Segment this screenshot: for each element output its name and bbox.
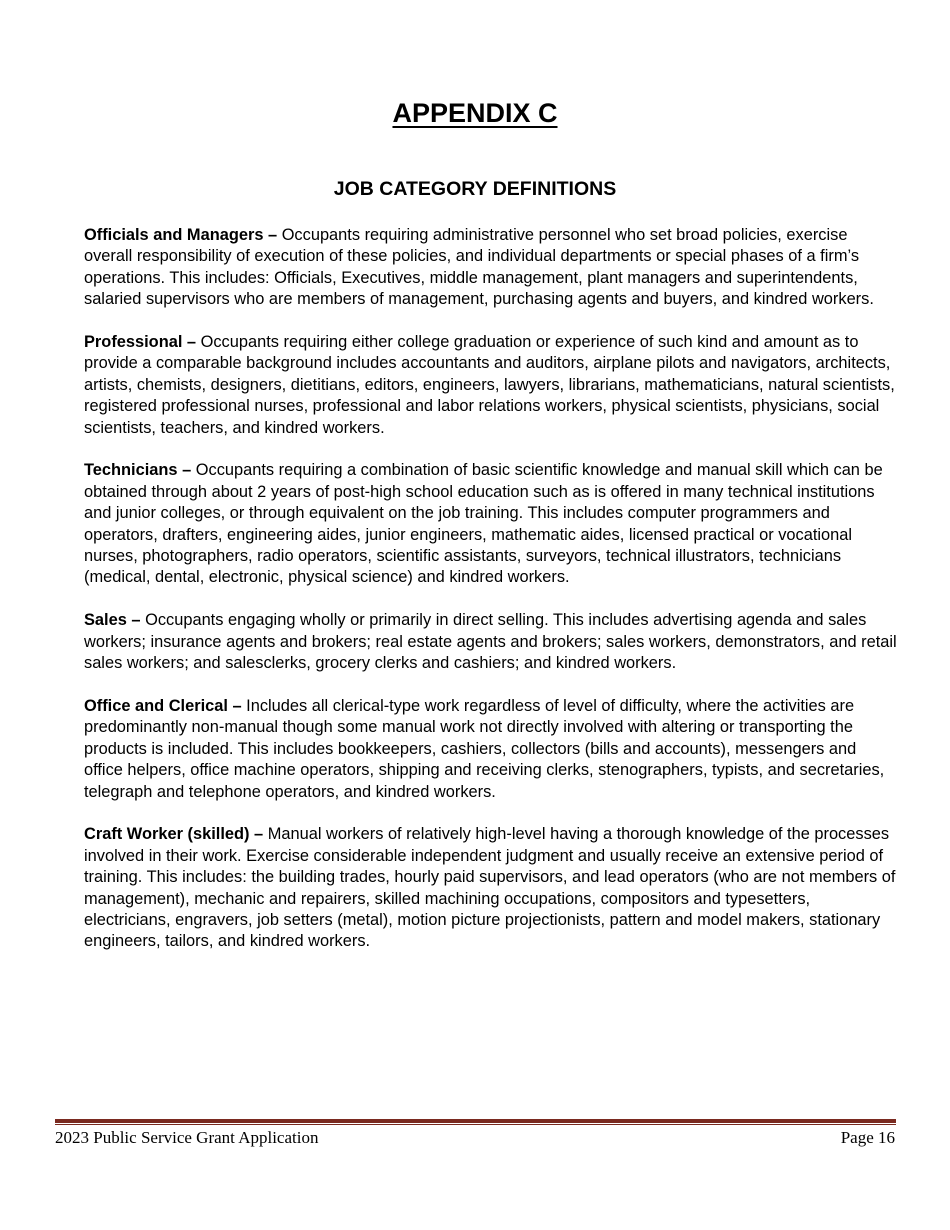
definition-sales	[84, 610, 899, 674]
definition-term: Office and Clerical –	[84, 696, 242, 715]
definition-term: Officials and Managers –	[84, 226, 278, 244]
footer-divider-thick	[55, 1119, 896, 1123]
footer-document-name: 2023 Public Service Grant Application	[55, 1128, 319, 1147]
definition-office-clerical	[84, 696, 899, 803]
footer-divider-thin	[55, 1124, 896, 1125]
definition-technicians	[84, 460, 899, 588]
definition-term: Craft Worker (skilled) –	[84, 825, 264, 844]
definition-text: Includes all clerical-type work regardless of level of difficulty, where the activities are predominantly non-manual though some manual work not directly involved with altering or transporting the products is included. This includes bookkeepers, cashiers, collectors (bills and accounts), messengers and office helpers, office machine operators, shipping and receiving clerks, stenographers, typists, and secretaries, telegraph and telephone operators, and kindred workers.	[84, 696, 885, 801]
definition-text: Occupants requiring administrative personnel who set broad policies, exercise overall responsibility of execution of these policies, and individual departments or special phases of a firm’s operations. This includes: Officials, Executives, middle management, plant managers and superintendents, salaried supervisors who are members of management, purchasing agents and buyers, and kindred workers.	[84, 226, 874, 309]
definition-term: Technicians –	[84, 461, 192, 480]
definition-term: Professional –	[84, 333, 197, 352]
appendix-title: APPENDIX C	[392, 98, 558, 128]
definition-craft-worker	[84, 824, 899, 952]
definition-text: Occupants requiring a combination of basic scientific knowledge and manual skill which can be obtained through about 2 years of post-high school education such as is offered in many technical institutions and junior colleges, or through equivalent on the job training. This includes computer programmers and operators, drafters, engineering aides, junior engineers, mathematic aides, licensed practical or vocational nurses, photographers, radio operators, scientific assistants, surveyors, technical illustrators, technicians (medical, dental, electronic, physical science) and kindred workers.	[84, 461, 883, 587]
definition-text: Occupants requiring either college graduation or experience of such kind and amount as to provide a comparable background includes accountants and auditors, airplane pilots and navigators, architects, artists, chemists, designers, dietitians, editors, engineers, lawyers, librarians, mathematicians, natural scientists, registered professional nurses, professional and labor relations workers, physical scientists, physicians, social scientists, teachers, and kindred workers.	[84, 333, 895, 437]
definitions-list	[84, 225, 899, 974]
definition-text: Occupants engaging wholly or primarily in direct selling. This includes advertising agenda and sales workers; insurance agents and brokers; real estate agents and brokers; sales workers, demonstrators, and retail sales workers; and salesclerks, grocery clerks and cashiers; and kindred workers.	[84, 611, 897, 673]
definition-professional	[84, 332, 899, 439]
definition-term: Sales –	[84, 611, 141, 630]
section-heading: JOB CATEGORY DEFINITIONS	[333, 178, 617, 200]
footer-divider	[55, 1119, 896, 1125]
footer-page-number: Page 16	[840, 1128, 895, 1147]
definition-officials-managers	[84, 225, 899, 311]
definition-text: Manual workers of relatively high-level having a thorough knowledge of the processes involved in their work. Exercise considerable independent judgment and usually receive an extensive period of training. This includes: the building trades, hourly paid supervisors, and lead operators (who are not members of management), mechanic and repairers, skilled machining occupations, compositors and typesetters, electricians, engravers, job setters (metal), motion picture projectionists, pattern and model makers, stationary engineers, tailors, and kindred workers.	[84, 825, 896, 951]
